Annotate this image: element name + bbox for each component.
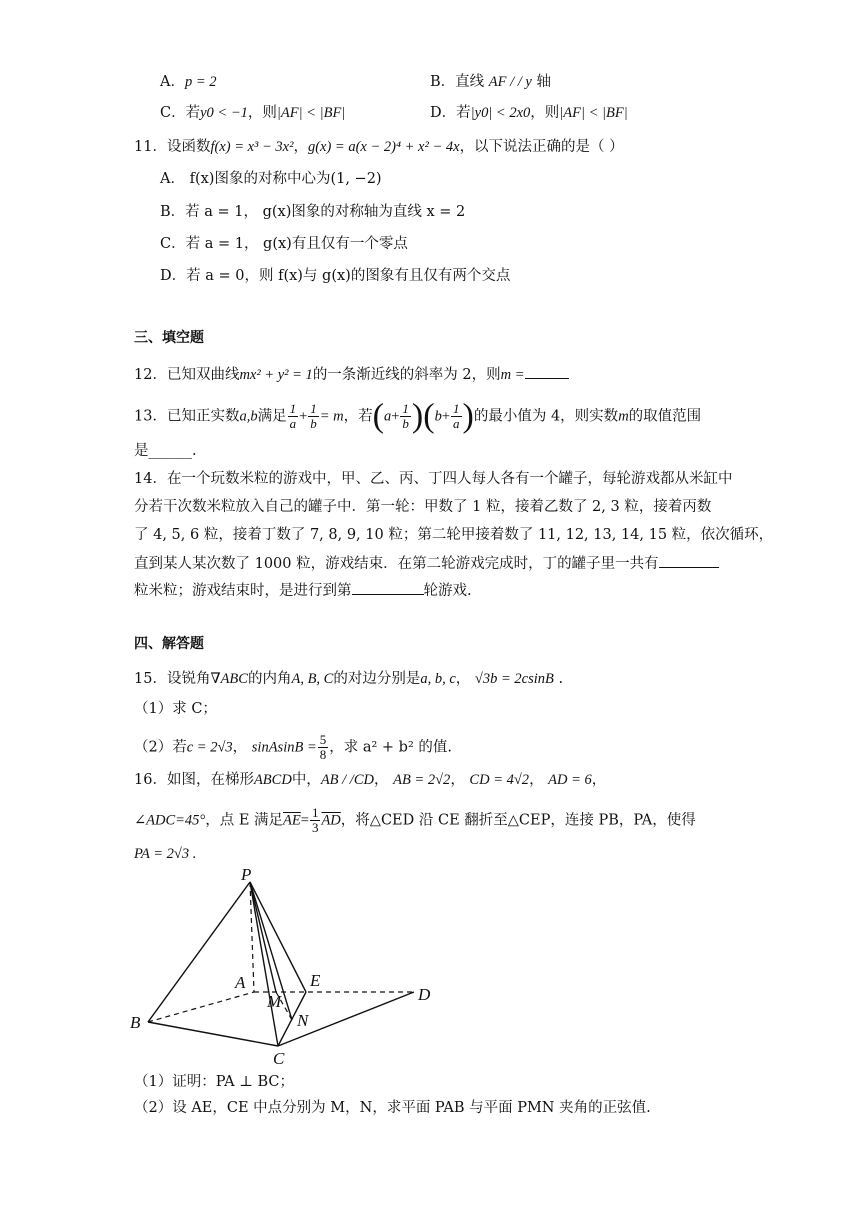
q10-option-c — [160, 103, 345, 123]
q13: 13．已知正实数a,b满足 $\frac{1}{a}$ + $\frac{1}{b}$ = m，若(a+ $\frac{1}{b}$ )(b+ $\frac{1}{a}$ )的最小值为 4，则实数m的取值范围 — [134, 397, 702, 435]
q11-option-d: D．若 a = 0，则 f(x)与 g(x)的图象有且仅有两个交点 — [160, 268, 511, 284]
q13-mid1: 满足 — [257, 408, 287, 425]
q12-var: m = — [500, 367, 525, 383]
q13-mid3: 的最小值为 4，则实数 — [473, 408, 619, 425]
q12-answer-blank[interactable] — [525, 364, 569, 379]
q14-line4-text: 直到某人某次数了 1000 粒，游戏结束．在第二轮游戏完成时，丁的罐子里一共有 — [134, 556, 659, 572]
q13-mid2: ，若 — [343, 408, 373, 425]
q16-line2 — [134, 806, 696, 835]
q10-option-c-mid: ，则 — [247, 105, 277, 121]
q10-option-c-label: C．若 — [160, 105, 201, 121]
q11-option-a: A． f(x)图象的对称中心为(1, −2) — [160, 171, 382, 187]
q11-f-def: f(x) = x³ − 3x² — [210, 139, 294, 155]
label-M: M — [267, 992, 282, 1011]
q11-option-c: C．若 a = 1， g(x)有且仅有一个零点 — [160, 236, 408, 252]
label-C: C — [273, 1049, 285, 1068]
q14-line4 — [134, 553, 719, 574]
q13-vars: a,b — [239, 408, 258, 425]
q10-option-a-label: A． — [160, 74, 185, 90]
q14-line3: 了 4, 5, 6 粒，接着丁数了 7, 8, 9, 10 粒；第二轮甲接着数了 11, 12, 13, 14, 15 粒，依次循环， — [134, 527, 774, 543]
q10-option-b-tail: 轴 — [536, 74, 551, 90]
q15-angles: A, B, C — [291, 671, 334, 687]
q10-option-b-label: B．直线 — [430, 74, 485, 90]
q14-line5 — [134, 580, 472, 601]
q16-vector-ad: $\overline{AD}$ — [321, 812, 341, 829]
q15-sides: a, b, c — [420, 671, 456, 687]
q14-answer-blank-2[interactable] — [352, 580, 424, 595]
q16-vector-eq: = — [300, 812, 309, 829]
q12-equation: mx² + y² = 1 — [239, 367, 313, 383]
q12-prefix: 12．已知双曲线 — [134, 367, 240, 383]
q10-option-d — [430, 103, 628, 123]
q15-mid: 的内角 — [247, 671, 292, 687]
q13-eq-tail: = m — [319, 408, 344, 425]
section-title-fill-in: 三、填空题 — [134, 330, 204, 346]
q10-option-c-concl: |AF| < |BF| — [276, 105, 346, 121]
q10-option-d-cond: |y0| < 2x0 — [470, 105, 531, 121]
edge-BC — [148, 1022, 278, 1046]
q16-figure — [120, 868, 450, 1068]
q16-ab: AB = 2√2 — [393, 772, 451, 788]
q13-frac-1-over-b: $\frac{1}{b}$ — [310, 401, 317, 431]
q14-line2: 分若干次数米粒放入自己的罐子中．第一轮：甲数了 1 粒，接着乙数了 2, 3 粒，接着丙数 — [134, 499, 712, 515]
label-N: N — [297, 1011, 309, 1030]
q15-part1: （1）求 C； — [134, 701, 217, 717]
q13-frac-1-over-a-2: $\frac{1}{a}$ — [453, 401, 460, 431]
q14-line1: 14．在一个玩数米粒的游戏中，甲、乙、丙、丁四人每人各有一个罐子，每轮游戏都从米缸中 — [134, 471, 733, 487]
edge-BA — [148, 992, 254, 1022]
q13-frac-1-over-b-2: $\frac{1}{b}$ — [402, 401, 409, 431]
q15-prefix: 15．设锐角 — [134, 671, 211, 687]
q11-number: 11．设函数 — [134, 139, 211, 155]
q16-part2: （2）设 AE，CE 中点分别为 M，N，求平面 PAB 与平面 PMN 夹角的正弦值. — [134, 1100, 651, 1116]
q14-line5-text-a: 粒米粒；游戏结束时，是进行到第 — [134, 583, 352, 599]
q16-mid: 中， — [291, 772, 321, 788]
q16-prefix: 16．如图，在梯形 — [134, 772, 254, 788]
q15-part2-prefix: （2）若 — [134, 739, 187, 756]
q13-prefix: 13．已知正实数 — [134, 408, 240, 425]
q16-line3: PA = 2√3 . — [134, 846, 197, 862]
q16-vector-ae: $\overline{AE}$ — [283, 812, 301, 829]
q10-option-a — [160, 72, 217, 92]
q10-option-a-math: p = 2 — [184, 74, 217, 90]
q11-g-def: g(x) = a(x − 2)⁴ + x² − 4x — [307, 139, 460, 155]
q11-option-b: B．若 a = 1， g(x)图象的对称轴为直线 x = 2 — [160, 204, 466, 220]
q16-angle: ∠ADC=45° — [134, 812, 206, 829]
label-B: B — [130, 1013, 141, 1032]
q13-frac-1-over-a: $\frac{1}{a}$ — [289, 401, 297, 431]
q16-trapezoid-name: ABCD — [253, 772, 292, 788]
q15-part2: （2）若c = 2√3， sinAsinB = $\frac{5}{8}$ ，求 a² + b² 的值. — [134, 732, 452, 762]
q16-parallel: AB / /CD — [320, 772, 374, 788]
q13-line2: 是______. — [134, 443, 197, 459]
edge-PC — [250, 882, 278, 1046]
q15-part2-tail: ，求 a² + b² 的值. — [329, 739, 452, 756]
q14-answer-blank-1[interactable] — [659, 553, 719, 568]
q16-mid2: ，点 E 满足 — [205, 812, 284, 829]
q10-option-d-concl: |AF| < |BF| — [559, 105, 628, 121]
edge-PB — [148, 882, 250, 1022]
q10-option-b — [430, 72, 551, 92]
q13-var: m — [618, 408, 629, 425]
q16-line1: 16．如图，在梯形ABCD中，AB / /CD， AB = 2√2， CD = 4√2， AD = 6， — [134, 772, 607, 788]
label-D: D — [418, 985, 431, 1004]
q16-cd: CD = 4√2 — [469, 772, 530, 788]
q10-option-c-cond: y0 < −1 — [200, 105, 248, 121]
q14-line5-text-b: 轮游戏. — [423, 583, 472, 599]
q11-stem: 11．设函数f(x) = x³ − 3x²，g(x) = a(x − 2)⁴ + x² − 4x，以下说法正确的是（ ） — [134, 139, 624, 155]
q15-stem: 15．设锐角∇ABC的内角A, B, C的对边分别是a, b, c， √3b = 2csinB . — [134, 671, 564, 687]
label-P: P — [241, 868, 252, 884]
q16-mid3: ，将△CED 沿 CE 翻折至△CEP，连接 PB，PA，使得 — [340, 812, 696, 829]
q10-option-d-label: D．若 — [430, 105, 471, 121]
q15-triangle: ∇ABC — [210, 671, 248, 687]
q15-part2-sin: sinAsinB = — [251, 739, 317, 756]
q11-tail: ，以下说法正确的是（ ） — [459, 139, 624, 155]
q16-part1: （1）证明：PA ⊥ BC； — [134, 1074, 294, 1090]
q13-tail: 的取值范围 — [628, 408, 702, 425]
q15-part2-c: c = 2√3 — [186, 739, 233, 756]
q15-frac-5-8: $\frac{5}{8}$ — [319, 732, 327, 762]
q10-option-d-mid: ，则 — [530, 105, 560, 121]
q16-ad: AD = 6 — [548, 772, 592, 788]
q16-frac-1-3: $\frac{1}{3}$ — [311, 805, 319, 835]
q12 — [134, 364, 569, 385]
q15-condition: √3b = 2csinB — [474, 671, 554, 687]
label-A: A — [235, 973, 246, 992]
label-E: E — [310, 971, 321, 990]
q15-mid2: 的对边分别是 — [333, 671, 421, 687]
section-title-solutions: 四、解答题 — [134, 636, 204, 652]
q12-mid: 的一条渐近线的斜率为 2，则 — [312, 367, 501, 383]
q10-option-b-math: AF / / y — [488, 74, 532, 90]
